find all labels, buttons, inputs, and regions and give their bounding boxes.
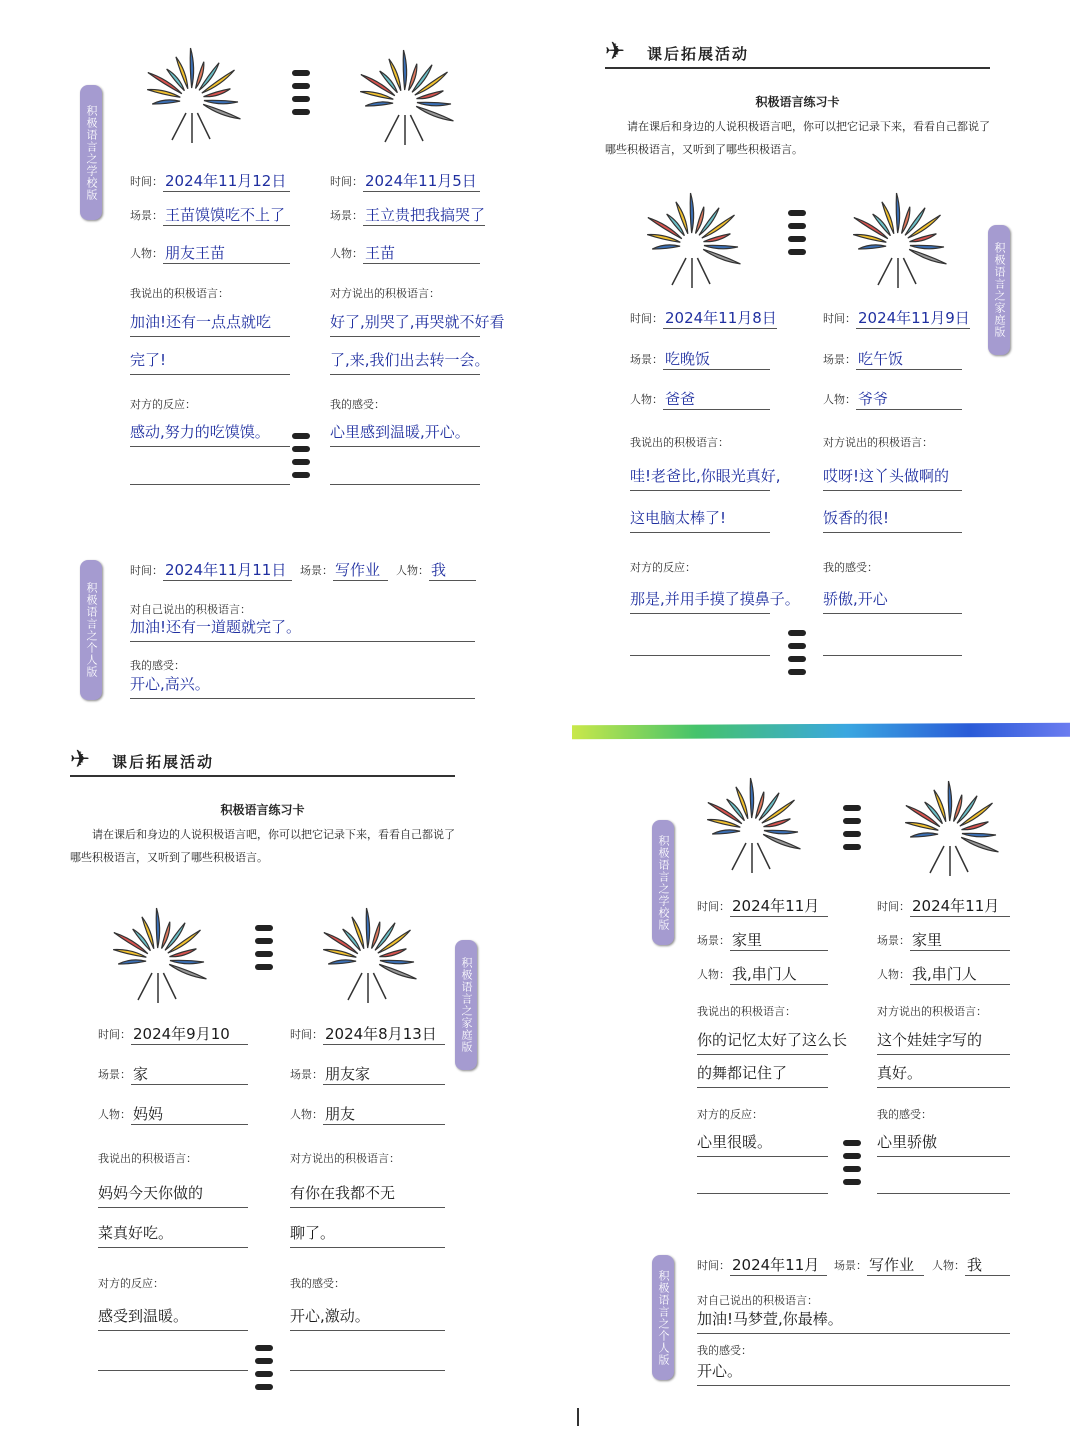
firework-icon [895, 778, 1005, 878]
my-card-person-label: 人物： [697, 968, 730, 981]
other-card-scene-value: 朋友家 [323, 1064, 445, 1085]
ring [292, 472, 310, 478]
firework-ray [896, 193, 899, 233]
firework-stem [697, 258, 710, 284]
my-card-time-label: 时间： [98, 1028, 131, 1041]
other-card-person [823, 386, 962, 410]
other-card-time [290, 1021, 445, 1045]
personal-scene-value: 写作业 [867, 1255, 924, 1276]
firework-ray [961, 837, 998, 852]
my-card-person-label: 人物： [130, 247, 163, 260]
binder-rings-icon [253, 1345, 275, 1395]
firework-stem [348, 973, 362, 1000]
other-card-person-label: 人物： [823, 393, 856, 406]
firework-stem [732, 843, 746, 870]
ring [292, 459, 310, 465]
other-card-response-line: 开心,激动。 [290, 1304, 445, 1331]
ring [255, 964, 273, 970]
firework-stem [172, 113, 186, 140]
other-card-person-value: 爷爷 [856, 389, 962, 410]
my-card-said-label: 我说出的积极语言： [697, 1005, 796, 1018]
my-card-said-line: 加油!还有一点点就吃 [130, 310, 290, 337]
binder-rings-icon [290, 70, 312, 120]
my-card-said-line: 的舞都记住了 [697, 1061, 828, 1088]
my-card-response-label: 对方的反应： [98, 1277, 164, 1290]
other-card-person-label: 人物： [877, 968, 910, 981]
my-card-scene-value: 王苗馍馍吃不上了 [163, 205, 290, 226]
ring [292, 433, 310, 439]
my-card-response-line [630, 629, 770, 656]
my-card-scene-value: 家 [131, 1064, 248, 1085]
firework-icon [103, 905, 213, 1005]
my-card-said-line: 妈妈今天你做的 [98, 1181, 248, 1208]
firework-stem [138, 973, 152, 1000]
other-card-said-label: 对方说出的积极语言： [330, 287, 440, 300]
firework-ray [704, 245, 738, 248]
side-tab: 积极语言之个人版 [652, 1255, 674, 1380]
other-card-said-line: 这个娃娃字写的 [877, 1028, 1010, 1055]
personal-self-label: 对自己说出的积极语言： [697, 1294, 818, 1307]
my-card-person [697, 961, 828, 985]
other-card-said-line: 真好。 [877, 1061, 1010, 1088]
other-card-said-label: 对方说出的积极语言： [877, 1005, 987, 1018]
other-card-response-label: 我的感受： [823, 561, 878, 574]
ring [788, 630, 806, 636]
other-card-scene-label: 场景： [823, 353, 856, 366]
my-card-response-line: 感动,努力的吃馍馍。 [130, 420, 290, 447]
other-card-response-label: 我的感受： [330, 398, 385, 411]
ring [788, 249, 806, 255]
ring [843, 805, 861, 811]
other-card-time-label: 时间： [290, 1028, 323, 1041]
firework-stem [903, 258, 916, 284]
personal-scene-value: 写作业 [333, 560, 388, 581]
other-card-said-label: 对方说出的积极语言： [290, 1152, 400, 1165]
ring [843, 1166, 861, 1172]
firework-icon [350, 47, 460, 147]
my-card-scene [130, 202, 290, 226]
binder-rings-icon [290, 433, 312, 483]
ring [255, 1371, 273, 1377]
section-header: 课后拓展活动 [647, 45, 750, 63]
my-card-scene [697, 927, 828, 951]
other-card-said-line: 饭香的很! [823, 506, 962, 533]
my-card-response-line [98, 1344, 248, 1371]
my-card-time-value: 2024年11月8日 [665, 309, 777, 327]
other-card-said-line: 有你在我都不无 [290, 1181, 445, 1208]
my-card-said-label: 我说出的积极语言： [630, 436, 729, 449]
firework-icon [843, 190, 953, 290]
firework-stem [197, 113, 210, 139]
ring [788, 210, 806, 216]
ring [292, 70, 310, 76]
my-card-response-label: 对方的反应： [630, 561, 696, 574]
my-card-time [630, 305, 777, 329]
other-card-person-value: 朋友 [323, 1104, 445, 1125]
personal-feeling-line: 开心,高兴。 [130, 672, 475, 699]
other-card-response-line: 心里骄傲 [877, 1130, 1010, 1157]
firework-stem [410, 115, 423, 141]
other-card-time-label: 时间： [330, 175, 363, 188]
firework-ray [764, 830, 798, 833]
other-card-scene-value: 吃午饭 [856, 349, 962, 370]
personal-self-line: 加油!马梦萱,你最棒。 [697, 1307, 1010, 1334]
my-card-time-label: 时间： [697, 900, 730, 913]
other-card-scene-label: 场景： [290, 1068, 323, 1081]
ring [843, 1153, 861, 1159]
firework-ray [962, 833, 996, 836]
other-card-time [823, 305, 970, 329]
personal-scene-label: 场景： [834, 1259, 867, 1272]
firework-stem [878, 258, 892, 285]
card-title: 积极语言练习卡 [755, 95, 840, 109]
other-card-scene-value: 家里 [910, 930, 1010, 951]
other-card-response-line: 心里感到温暖,开心。 [330, 420, 480, 447]
ring [255, 951, 273, 957]
other-card-person-value: 我,串门人 [910, 964, 1010, 985]
other-card-person-label: 人物： [290, 1108, 323, 1121]
my-card-scene-label: 场景： [630, 353, 663, 366]
my-card-said-line: 菜真好吃。 [98, 1221, 248, 1248]
other-card-person [290, 1101, 445, 1125]
my-card-person-value: 我,串门人 [730, 964, 828, 985]
ring [255, 925, 273, 931]
firework-stem [373, 973, 386, 999]
firework-ray [948, 781, 951, 821]
my-card-time-label: 时间： [630, 312, 663, 325]
firework-ray [169, 964, 206, 979]
firework-ray [909, 249, 946, 264]
binder-rings-icon [841, 1140, 863, 1190]
my-card-said-label: 我说出的积极语言： [130, 287, 229, 300]
other-card-scene [330, 202, 486, 226]
other-card-time-value: 2024年11月 [910, 896, 1010, 917]
ring [292, 83, 310, 89]
other-card-scene [823, 346, 962, 370]
my-card-person-value: 爸爸 [663, 389, 770, 410]
my-card-response-label: 对方的反应： [697, 1108, 763, 1121]
personal-feeling-label: 我的感受： [697, 1344, 752, 1357]
binder-rings-icon [841, 805, 863, 855]
firework-ray [118, 960, 146, 964]
ring [843, 831, 861, 837]
header-underline [70, 775, 455, 777]
other-card-person-value: 王苗 [363, 243, 480, 264]
ring [788, 643, 806, 649]
firework-ray [328, 960, 356, 964]
other-card-time [330, 168, 480, 192]
firework-ray [379, 964, 416, 979]
firework-ray [203, 104, 240, 119]
personal-time-value: 2024年11月11日 [163, 560, 292, 581]
personal-person-value: 我 [965, 1255, 1010, 1276]
my-card-said-line: 这电脑太棒了! [630, 506, 770, 533]
other-card-response-label: 我的感受： [877, 1108, 932, 1121]
ring [255, 1384, 273, 1390]
other-card-response-line [330, 458, 480, 485]
instructions: 请在课后和身边的人说积极语言吧，你可以把它记录下来，看看自己都说了哪些积极语言，又听到了哪些积极语言。 [605, 120, 990, 156]
other-card-response-line [290, 1344, 445, 1371]
personal-person-label: 人物： [932, 1259, 965, 1272]
other-card-time-label: 时间： [877, 900, 910, 913]
my-card-person-value: 朋友王苗 [163, 243, 290, 264]
personal-time-value: 2024年11月 [730, 1255, 827, 1276]
personal-self-line: 加油!还有一道题就完了。 [130, 615, 475, 642]
other-card-response-line: 骄傲,开心 [823, 587, 962, 614]
firework-ray [152, 100, 180, 104]
divider-mark [577, 1408, 579, 1426]
my-card-person-label: 人物： [630, 393, 663, 406]
other-card-scene-value: 王立贵把我搞哭了 [365, 206, 486, 224]
firework-ray [858, 245, 886, 249]
firework-icon [637, 190, 747, 290]
firework-ray [204, 100, 238, 103]
my-card-scene-label: 场景： [98, 1068, 131, 1081]
ring [843, 1140, 861, 1146]
other-card-response-line [877, 1167, 1010, 1194]
other-card-response-line [823, 629, 962, 656]
firework-stem [930, 846, 944, 873]
my-card-scene-value: 家里 [730, 930, 828, 951]
my-card-said-line: 哇!老爸比,你眼光真好, [630, 464, 770, 491]
my-card-scene-label: 场景： [697, 934, 730, 947]
other-card-scene [877, 927, 1010, 951]
other-card-time-value: 2024年11月5日 [363, 171, 480, 192]
side-tab: 积极语言之学校版 [80, 85, 102, 220]
my-card-said-label: 我说出的积极语言： [98, 1152, 197, 1165]
firework-stem [672, 258, 686, 285]
my-card-response-line: 感受到温暖。 [98, 1304, 248, 1331]
my-card-time [130, 168, 290, 192]
instructions: 请在课后和身边的人说积极语言吧，你可以把它记录下来，看看自己都说了哪些积极语言，又听到了哪些积极语言。 [70, 828, 455, 864]
my-card-person [98, 1101, 248, 1125]
my-card-response-line: 那是,并用手摸了摸鼻子。 [630, 587, 770, 614]
side-tab: 积极语言之个人版 [80, 560, 102, 700]
my-card-person [130, 240, 290, 264]
side-tab: 积极语言之学校版 [652, 820, 674, 945]
my-card-time-value: 2024年9月10 [131, 1024, 248, 1045]
ring [292, 109, 310, 115]
personal-self-label: 对自己说出的积极语言： [130, 603, 251, 616]
my-card-response-line: 心里很暖。 [697, 1130, 828, 1157]
ring [255, 1358, 273, 1364]
my-card-person [630, 386, 770, 410]
firework-ray [690, 193, 693, 233]
firework-ray [366, 908, 369, 948]
my-card-response-line [697, 1167, 828, 1194]
other-card-time-value: 2024年11月9日 [858, 309, 970, 327]
my-card-scene-label: 场景： [130, 209, 163, 222]
personal-feeling-line: 开心。 [697, 1359, 1010, 1386]
firework-ray [652, 245, 680, 249]
personal-person [932, 1252, 1010, 1276]
my-card-response-line [130, 458, 290, 485]
ring [788, 669, 806, 675]
ring [843, 844, 861, 850]
my-card-scene [630, 346, 770, 370]
personal-time-label: 时间： [130, 564, 163, 577]
personal-person [396, 557, 476, 581]
firework-ray [156, 908, 159, 948]
personal-scene-label: 场景： [300, 564, 333, 577]
binder-rings-icon [786, 210, 808, 260]
firework-ray [416, 106, 453, 121]
my-card-response-label: 对方的反应： [130, 398, 196, 411]
my-card-time-value: 2024年11月12日 [163, 171, 290, 192]
my-card-scene [98, 1061, 248, 1085]
side-tab: 积极语言之家庭版 [455, 940, 477, 1070]
firework-ray [763, 834, 800, 849]
firework-ray [750, 778, 753, 818]
binder-rings-icon [786, 630, 808, 680]
my-card-time [697, 893, 828, 917]
personal-time [697, 1252, 827, 1276]
firework-ray [910, 833, 938, 837]
my-card-time [98, 1021, 248, 1045]
firework-icon [697, 775, 807, 875]
other-card-person-label: 人物： [330, 247, 363, 260]
firework-ray [712, 830, 740, 834]
firework-stem [163, 973, 176, 999]
header-underline [605, 67, 990, 69]
personal-time [130, 557, 292, 581]
other-card-person [330, 240, 480, 264]
firework-ray [170, 960, 204, 963]
firework-icon [313, 905, 423, 1005]
other-card-said-line: 了,来,我们出去转一会。 [330, 348, 480, 375]
firework-ray [703, 249, 740, 264]
ring [843, 1179, 861, 1185]
ring [255, 938, 273, 944]
other-card-time [877, 893, 1010, 917]
paper-plane-icon: ✈ [605, 37, 626, 65]
personal-scene [834, 1252, 924, 1276]
ring [255, 1345, 273, 1351]
my-card-person-value: 妈妈 [131, 1104, 248, 1125]
firework-ray [910, 245, 944, 248]
other-card-scene-label: 场景： [877, 934, 910, 947]
personal-scene [300, 557, 388, 581]
section-header: 课后拓展活动 [112, 753, 215, 771]
my-card-said-line: 你的记忆太好了这么长 [697, 1028, 828, 1055]
other-card-response-label: 我的感受： [290, 1277, 345, 1290]
firework-ray [380, 960, 414, 963]
ring [292, 446, 310, 452]
firework-ray [365, 102, 393, 106]
ring [292, 96, 310, 102]
other-card-time-value: 2024年8月13日 [323, 1024, 445, 1045]
other-card-said-line: 哎呀!这丫头做啊的 [823, 464, 962, 491]
binder-rings-icon [253, 925, 275, 975]
firework-stem [757, 843, 770, 869]
personal-person-value: 我 [429, 560, 476, 581]
card-title: 积极语言练习卡 [220, 803, 305, 817]
other-card-time-label: 时间： [823, 312, 856, 325]
my-card-person-label: 人物： [98, 1108, 131, 1121]
other-card-scene-label: 场景： [330, 209, 363, 222]
ring [788, 656, 806, 662]
firework-ray [417, 102, 451, 105]
firework-icon [137, 45, 247, 145]
personal-time-label: 时间： [697, 1259, 730, 1272]
other-card-said-line: 聊了。 [290, 1221, 445, 1248]
firework-ray [190, 48, 193, 88]
side-tab: 积极语言之家庭版 [988, 225, 1010, 355]
other-card-said-line: 好了,别哭了,再哭就不好看 [330, 310, 480, 337]
other-card-person [877, 961, 1010, 985]
personal-person-label: 人物： [396, 564, 429, 577]
paper-plane-icon: ✈ [70, 745, 91, 773]
my-card-time-value: 2024年11月 [730, 896, 828, 917]
firework-ray [403, 50, 406, 90]
ring [788, 223, 806, 229]
ring [788, 236, 806, 242]
firework-stem [385, 115, 399, 142]
firework-stem [955, 846, 968, 872]
personal-feeling-label: 我的感受： [130, 659, 185, 672]
my-card-scene-value: 吃晚饭 [663, 349, 770, 370]
my-card-time-label: 时间： [130, 175, 163, 188]
color-strip [572, 723, 1070, 740]
other-card-scene [290, 1061, 445, 1085]
other-card-said-label: 对方说出的积极语言： [823, 436, 933, 449]
ring [843, 818, 861, 824]
my-card-said-line: 完了! [130, 348, 290, 375]
